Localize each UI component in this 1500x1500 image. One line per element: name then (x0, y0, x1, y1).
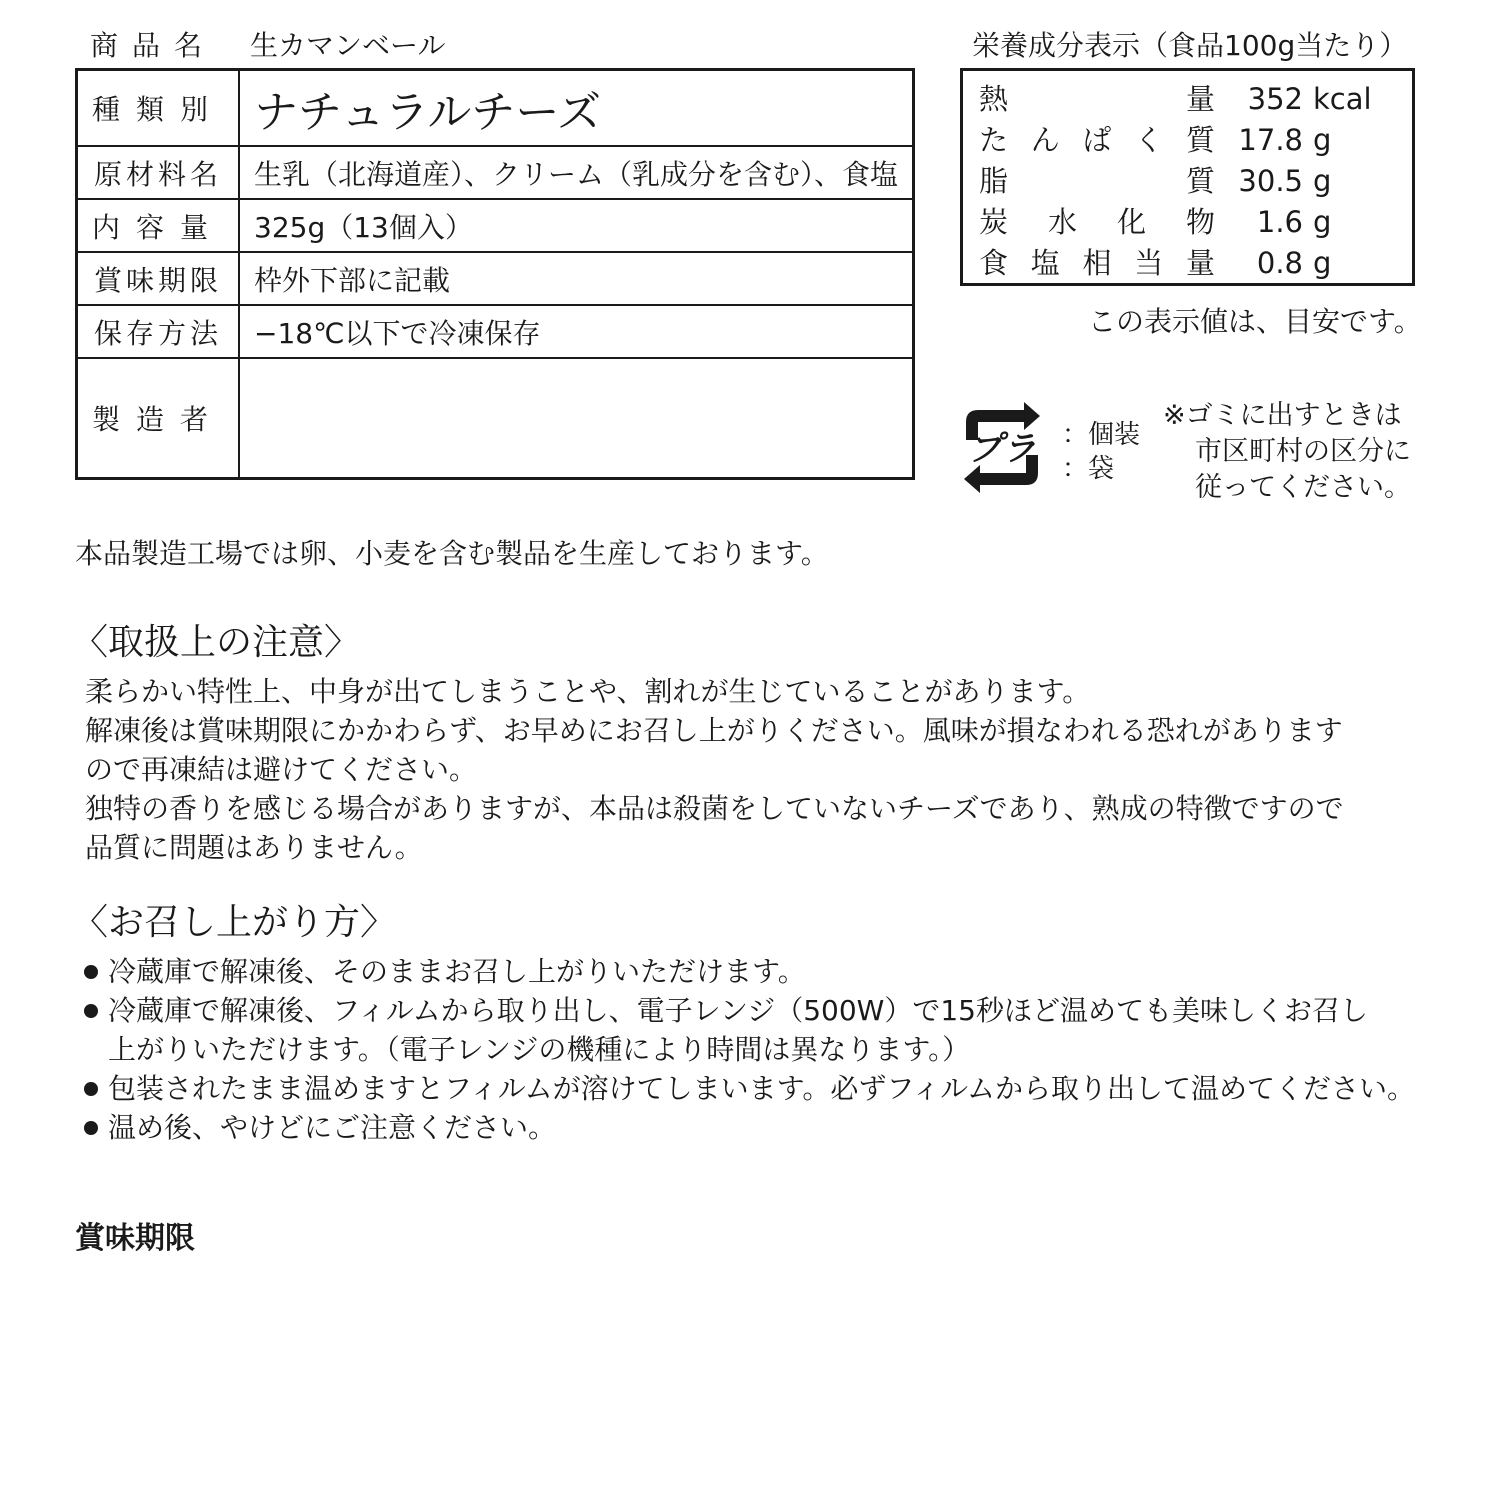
table-row-manufacturer (77, 358, 914, 479)
table-row-ingredients (77, 146, 914, 199)
nutrition-name-char: 食 (979, 246, 1009, 280)
handling-line: 解凍後は賞味期限にかかわらず、お早めにお召し上がりください。風味が損なわれる恐れがあります (85, 714, 1343, 747)
nutrition-name (979, 202, 1215, 242)
nutrition-name (979, 120, 1215, 160)
nutrition-row (979, 120, 1331, 160)
nutrition-value: 352 (1247, 82, 1303, 116)
nutrition-name (979, 79, 1215, 119)
nutrition-value: 1.6 (1256, 205, 1303, 239)
nutrition-row (979, 202, 1331, 242)
nutrition-name-char: ん (1030, 123, 1060, 157)
nutrition-unit: g (1313, 123, 1332, 157)
table-row-storage (77, 305, 914, 358)
plastic-recycle-icon (950, 400, 1055, 495)
recycle-part: ：個装 (1062, 420, 1141, 450)
nutrition-name (979, 161, 1215, 201)
serving-body (82, 952, 1422, 1147)
nutrition-name-char: 質 (1185, 123, 1215, 157)
serving-bullet (82, 991, 1422, 1069)
nutrition-name-char: 当 (1134, 246, 1164, 280)
serving-line: 冷蔵庫で解凍後、そのままお召し上がりいただけます。 (108, 955, 806, 988)
nutrition-unit: g (1313, 205, 1332, 239)
nutrition-name-char: 質 (1185, 164, 1215, 198)
nutrition-row (979, 161, 1331, 201)
serving-line: 温め後、やけどにご注意ください。 (108, 1111, 557, 1144)
nutrition-unit: g (1313, 164, 1332, 198)
serving-bullet (82, 1069, 1422, 1108)
serving-line: 包装されたまま温めますとフィルムが溶けてしまいます。必ずフィルムから取り出して温めてください。 (108, 1072, 1416, 1105)
serving-bullet (82, 952, 1422, 991)
table-row-best-before (77, 252, 914, 305)
nutrition-row (979, 243, 1331, 283)
nutrition-name-char: 化 (1116, 205, 1146, 239)
disposal-line: ※ゴミに出すときは (1163, 400, 1402, 431)
nutrition-name-char: 塩 (1030, 246, 1060, 280)
handling-line: 品質に問題はありません。 (85, 831, 423, 864)
nutrition-name-char: く (1134, 123, 1164, 157)
nutrition-name-char: 水 (1047, 205, 1077, 239)
table-value: 枠外下部に記載 (239, 252, 914, 305)
table-row-contents (77, 199, 914, 252)
table-key: 製造者 (77, 358, 240, 479)
nutrition-value: 17.8 (1238, 123, 1303, 157)
nutrition-name (979, 243, 1215, 283)
table-key: 保存方法 (77, 305, 240, 358)
product-label-table (75, 68, 915, 480)
nutrition-name-char: 相 (1082, 246, 1112, 280)
table-value: 325g（13個入） (239, 199, 914, 252)
product-name-label: 商品名 (90, 29, 217, 62)
disposal-line: 従ってください。 (1195, 472, 1411, 503)
nutrition-name-char: 熱 (979, 82, 1009, 116)
serving-bullet (82, 1108, 1422, 1147)
table-key: 内容量 (77, 199, 240, 252)
handling-line: 独特の香りを感じる場合がありますが、本品は殺菌をしていないチーズであり、熟成の特徴ですので (85, 792, 1344, 825)
nutrition-name-char: ぱ (1082, 123, 1112, 157)
nutrition-unit: g (1313, 246, 1332, 280)
serving-title: 〈お召し上がり方〉 (72, 902, 397, 943)
nutrition-title: 栄養成分表示（食品100g当たり） (972, 29, 1408, 62)
nutrition-name-char: 炭 (979, 205, 1009, 239)
serving-line: 冷蔵庫で解凍後、フィルムから取り出し、電子レンジ（500W）で15秒ほど温めても美味しくお召し (108, 994, 1369, 1027)
table-value: −18℃以下で冷凍保存 (239, 305, 914, 358)
nutrition-name-char: た (979, 123, 1009, 157)
nutrition-row (979, 79, 1372, 119)
table-value: ナチュラルチーズ (239, 70, 914, 147)
recycle-part: ：袋 (1062, 454, 1115, 484)
handling-line: ので再凍結は避けてください。 (85, 753, 478, 786)
nutrition-name-char: 量 (1185, 246, 1215, 280)
table-key: 賞味期限 (77, 252, 240, 305)
handling-line: 柔らかい特性上、中身が出てしまうことや、割れが生じていることがあります。 (85, 675, 1091, 708)
nutrition-name-char: 脂 (979, 164, 1009, 198)
nutrition-name-char: 物 (1185, 205, 1215, 239)
table-value: 生乳（北海道産）、クリーム（乳成分を含む）、食塩 (239, 146, 914, 199)
handling-title: 〈取扱上の注意〉 (72, 622, 361, 663)
nutrition-note: この表示値は、目安です。 (1088, 305, 1422, 338)
handling-body (85, 672, 1425, 867)
recycle-parts (1062, 418, 1140, 486)
nutrition-table (960, 68, 1415, 286)
product-name-value: 生カマンベール (250, 29, 446, 62)
serving-line: 上がりいただけます。（電子レンジの機種により時間は異なります。） (108, 1033, 971, 1066)
disposal-line: 市区町村の区分に (1195, 436, 1411, 467)
best-before-label: 賞味期限 (75, 1221, 195, 1256)
nutrition-value: 30.5 (1238, 164, 1303, 198)
table-key: 種類別 (77, 70, 240, 147)
nutrition-unit: kcal (1313, 82, 1372, 116)
product-name-row (90, 26, 445, 66)
disposal-note (1163, 398, 1411, 506)
table-key: 原材料名 (77, 146, 240, 199)
allergen-notice: 本品製造工場では卵、小麦を含む製品を生産しております。 (75, 537, 829, 570)
table-row-kind (77, 70, 914, 147)
table-value (239, 358, 914, 479)
recycle-mark-text: プラ (968, 429, 1036, 469)
nutrition-value: 0.8 (1256, 246, 1303, 280)
nutrition-name-char: 量 (1185, 82, 1215, 116)
